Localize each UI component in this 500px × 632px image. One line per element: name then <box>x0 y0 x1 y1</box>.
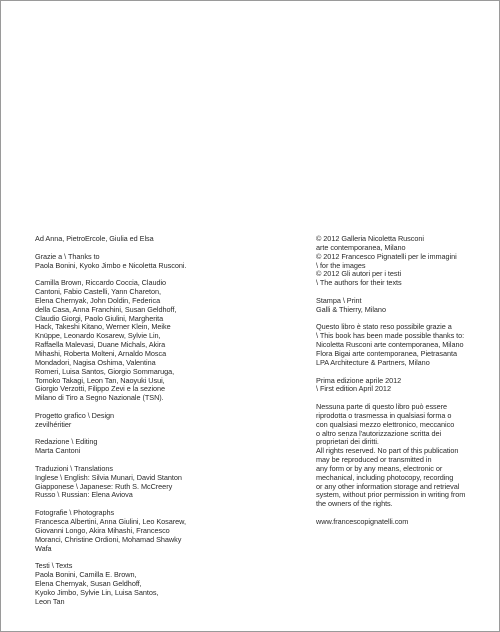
text-line: Nicoletta Rusconi arte contemporanea, Milano <box>316 340 464 350</box>
text-line: Francesca Albertini, Anna Giulini, Leo Kosarew, <box>35 517 186 526</box>
text-line: www.francescopignatelli.com <box>316 517 409 526</box>
text-line: della Casa, Anna Franchini, Susan Geldhoff, <box>35 304 177 314</box>
text-line: Stampa \ Print <box>316 295 362 305</box>
text-line: Leon Tan <box>35 596 65 606</box>
text-line: Nessuna parte di questo libro può essere <box>316 402 448 412</box>
translations-block <box>35 465 187 500</box>
text-line: Camilla Brown, Riccardo Coccia, Claudio <box>35 278 167 288</box>
text-line: \ First edition April 2012 <box>316 384 391 394</box>
text-line: Milano di Tiro a Segno Nazionale (TSN). <box>35 393 164 403</box>
text-line: Flora Bigai arte contemporanea, Pietrasanta <box>316 348 458 358</box>
text-line: may be reproduced or transmitted in <box>316 455 432 465</box>
editing-block <box>35 438 187 456</box>
text-line: Claudio Giorgi, Paolo Giulini, Margherita <box>35 313 164 323</box>
text-line: Russo \ Russian: Elena Aviova <box>35 490 133 500</box>
text-line: system, without prior permission in writing from <box>316 490 466 500</box>
text-line: Progetto grafico \ Design <box>35 410 115 420</box>
text-line: \ The authors for their texts <box>316 278 402 288</box>
text-line: Kyoko Jimbo, Sylvie Lin, Luisa Santos, <box>35 587 159 597</box>
photographs-block <box>35 509 187 553</box>
rights-block <box>316 403 476 509</box>
text-line: Knüppe, Leonardo Kosarew, Sylvie Lin, <box>35 331 161 341</box>
credits-column <box>35 235 187 615</box>
text-line: Paola Bonini, Camilla E. Brown, <box>35 570 137 580</box>
text-line: zevilhéritier <box>35 419 72 429</box>
text-line: Wafa <box>35 543 52 553</box>
text-line: LPA Architecture & Partners, Milano <box>316 357 430 367</box>
text-line: Elena Chernyak, John Doldin, Federica <box>35 295 161 305</box>
text-line: riprodotta o trasmessa in qualsiasi forma o <box>316 410 452 420</box>
copyright-column <box>316 235 476 536</box>
text-line: © 2012 Gli autori per i testi <box>316 269 402 279</box>
text-line: Paola Bonini, Kyoko Jimbo e Nicoletta Rusconi. <box>35 260 187 270</box>
text-line: Raffaella Malevasi, Duane Michals, Akira <box>35 340 166 350</box>
text-line: Mihashi, Roberta Molteni, Arnaldo Mosca <box>35 348 167 358</box>
text-line: All rights reserved. No part of this publication <box>316 446 459 456</box>
text-line: o altro senza l'autorizzazione scritta dei <box>316 428 442 438</box>
text-line: Fotografie \ Photographs <box>35 508 115 518</box>
text-line: mechanical, including photocopy, recording <box>316 472 454 482</box>
text-line: Ad Anna, PietroErcole, Giulia ed Elsa <box>35 234 154 243</box>
text-line: any form or by any means, electronic or <box>316 463 443 473</box>
text-line: Hack, Takeshi Kitano, Werner Klein, Meike <box>35 322 171 332</box>
text-line: con qualsiasi mezzo elettronico, meccanico <box>316 419 455 429</box>
copyright-block <box>316 235 476 288</box>
text-line: \ for the images <box>316 260 366 270</box>
text-line: Elena Chernyak, Susan Geldhoff, <box>35 578 142 588</box>
text-line: Giovanni Longo, Akira Mihashi, Francesco <box>35 525 170 535</box>
text-line: © 2012 Francesco Pignatelli per le immagini <box>316 251 457 261</box>
text-line: Testi \ Texts <box>35 561 73 571</box>
text-line: Galli & Thierry, Milano <box>316 304 386 314</box>
text-line: or any other information storage and retrieval <box>316 481 460 491</box>
text-line: Giorgio Verzotti, Filippo Zevi e la sezione <box>35 384 166 394</box>
support-block <box>316 323 476 367</box>
text-line: Mondadori, Nagisa Oshima, Valentina <box>35 357 156 367</box>
text-line: proprietari dei diritti. <box>316 437 379 447</box>
texts-block <box>35 562 187 606</box>
text-line: Redazione \ Editing <box>35 437 98 447</box>
text-line: Grazie a \ Thanks to <box>35 251 100 261</box>
thanks-block <box>35 253 187 271</box>
acknowledgements-block <box>35 279 187 403</box>
text-line: the owners of the rights. <box>316 499 393 509</box>
design-block <box>35 412 187 430</box>
text-line: Questo libro è stato reso possibile grazie a <box>316 322 452 332</box>
website-block <box>316 518 476 527</box>
text-line: © 2012 Galleria Nicoletta Rusconi <box>316 234 424 243</box>
text-line: Inglese \ English: Silvia Munari, David Stanton <box>35 472 182 482</box>
text-line: Giapponese \ Japanese: Ruth S. McCreery <box>35 481 173 491</box>
text-line: Moranci, Christine Ordioni, Mohamad Shawky <box>35 534 182 544</box>
text-line: arte contemporanea, Milano <box>316 242 406 252</box>
edition-block <box>316 377 476 395</box>
print-block <box>316 297 476 315</box>
dedication-block <box>35 235 187 244</box>
text-line: Romeri, Luisa Santos, Giorgio Sommaruga, <box>35 366 175 376</box>
text-line: Marta Cantoni <box>35 446 81 456</box>
text-line: Prima edizione aprile 2012 <box>316 375 402 385</box>
text-line: Tomoko Takagi, Leon Tan, Naoyuki Usui, <box>35 375 165 385</box>
text-line: Traduzioni \ Translations <box>35 463 113 473</box>
text-line: \ This book has been made possible thanks to: <box>316 331 465 341</box>
text-line: Cantoni, Fabio Castelli, Yann Chareton, <box>35 287 161 297</box>
